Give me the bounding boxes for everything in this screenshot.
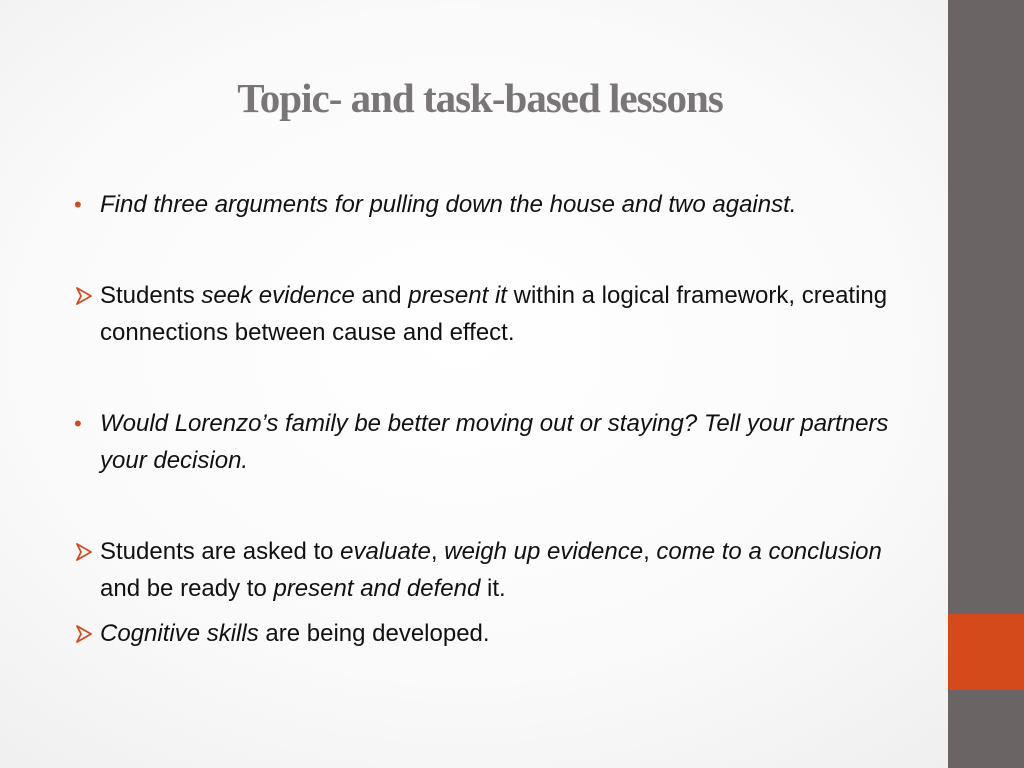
bullet-dot-icon: •: [74, 411, 82, 436]
bullet-item-4: [72, 533, 902, 607]
bullet-text: Cognitive skills are being developed.: [100, 620, 490, 647]
bullet-text: Would Lorenzo’s family be better moving out or staying? Tell your partners your decision.: [100, 410, 889, 474]
bullet-item-1: [72, 186, 902, 223]
side-bar-accent: [948, 614, 1024, 690]
arrow-bullet-icon: [74, 624, 94, 644]
bullet-list: [72, 186, 902, 652]
bullet-item-5: [72, 615, 902, 652]
bullet-item-2: [72, 277, 902, 351]
arrow-bullet-icon: [74, 286, 94, 306]
arrow-bullet-icon: [74, 542, 94, 562]
bullet-dot-icon: •: [74, 192, 82, 217]
bullet-text: Students seek evidence and present it within a logical framework, creating connections between cause and effect.: [100, 282, 888, 346]
bullet-text: Students are asked to evaluate, weigh up evidence, come to a conclusion and be ready to present and defend it.: [100, 538, 882, 602]
bullet-text: Find three arguments for pulling down the house and two against.: [100, 191, 797, 218]
bullet-item-3: [72, 405, 902, 479]
slide-title: Topic- and task-based lessons: [237, 75, 723, 121]
